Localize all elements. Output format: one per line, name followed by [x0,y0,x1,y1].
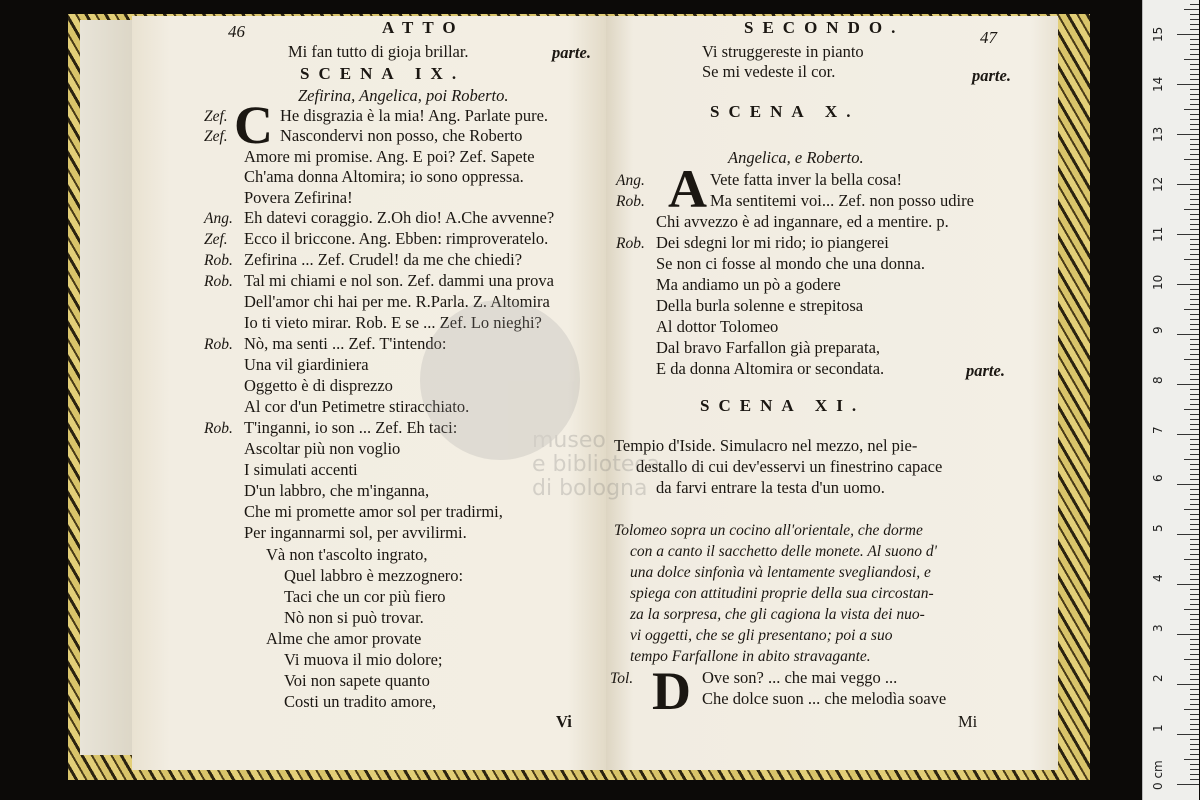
ruler-tick [1184,409,1199,410]
ruler-tick [1190,499,1199,500]
line: Và non t'ascolto ingrato, [266,545,428,564]
ruler-tick [1190,664,1199,665]
ruler-tick [1190,19,1199,20]
ruler-tick [1184,759,1199,760]
ruler-tick [1190,529,1199,530]
ruler-mark: 2 [1151,674,1165,682]
ruler-tick [1190,299,1199,300]
ruler-tick [1190,649,1199,650]
ruler-tick [1184,659,1199,660]
line: Zefirina ... Zef. Crudel! da me che chiedi? [244,250,523,269]
ruler-tick [1190,249,1199,250]
line: Al cor d'un Petimetre stiracchiato. [244,397,470,416]
ruler-mark: 10 [1151,274,1165,290]
ruler-tick [1184,209,1199,210]
ruler-tick [1190,294,1199,295]
line: Al dottor Tolomeo [656,317,779,336]
ruler-tick [1177,184,1199,185]
line: Eh datevi coraggio. Z.Oh dio! A.Che avvenne? [244,208,555,227]
ruler-tick [1190,689,1199,690]
catchword: Vi [556,712,572,731]
ruler-tick [1190,264,1199,265]
ruler-tick [1177,334,1199,335]
ruler-tick [1190,554,1199,555]
ruler-tick [1190,379,1199,380]
ruler-tick [1190,729,1199,730]
ruler-tick [1190,369,1199,370]
stage-direction: tempo Farfallone in abito stravagante. [630,648,871,665]
line: Mi fan tutto di gioja brillar. [288,42,469,61]
ruler-tick [1190,414,1199,415]
line: Dal bravo Farfallon già preparata, [656,338,881,357]
line: I simulati accenti [244,460,358,479]
ruler-tick [1190,274,1199,275]
ruler-tick [1190,579,1199,580]
stage-direction: vi oggetti, che se gli presentano; poi a suo [630,627,893,644]
ruler-tick [1190,699,1199,700]
stage-direction: Tolomeo sopra un cocino all'orientale, che dorme [614,522,923,539]
speaker: Rob. [204,252,233,269]
ruler-tick [1190,404,1199,405]
ruler-tick [1190,304,1199,305]
ruler-tick [1190,654,1199,655]
ruler-tick [1190,364,1199,365]
ruler-tick [1184,559,1199,560]
line: Vete fatta inver la bella cosa! [710,170,902,189]
ruler-tick [1177,634,1199,635]
ruler-tick [1184,159,1199,160]
running-head: ATTO [382,18,465,37]
characters: Angelica, e Roberto. [728,148,864,167]
scene-description: destallo di cui dev'esservi un finestrino capace [636,457,943,476]
ruler-tick [1190,79,1199,80]
line: Oggetto è di disprezzo [244,376,393,395]
ruler-mark: 8 [1151,376,1165,384]
ruler-tick [1190,599,1199,600]
ruler-mark: 14 [1151,76,1165,92]
running-head: SECONDO. [744,18,905,37]
ruler-tick [1190,674,1199,675]
ruler-tick [1190,399,1199,400]
ruler-tick [1177,784,1199,785]
ruler-tick [1190,199,1199,200]
ruler-tick [1190,619,1199,620]
ruler-tick [1190,344,1199,345]
ruler-tick [1190,129,1199,130]
ruler-tick [1190,424,1199,425]
line: Dell'amor chi hai per me. R.Parla. Z. Altomira [244,292,550,311]
ruler-tick [1190,244,1199,245]
ruler-tick [1190,74,1199,75]
line: Ma andiamo un pò a godere [656,275,841,294]
stage-direction: una dolce sinfonìa và lentamente svegliandosi, e [630,564,931,581]
ruler-tick [1190,104,1199,105]
ruler-mark: 3 [1151,624,1165,632]
line: He disgrazia è la mia! Ang. Parlate pure. [280,106,549,125]
ruler-tick [1190,189,1199,190]
ruler-tick [1190,569,1199,570]
watermark-line: di bologna [532,476,648,501]
ruler-tick [1190,214,1199,215]
ruler-tick [1190,314,1199,315]
ruler-tick [1184,109,1199,110]
page-number: 46 [228,22,245,41]
ruler-tick [1190,444,1199,445]
line: Vi muova il mio dolore; [284,650,443,669]
ruler-tick [1190,29,1199,30]
ruler-tick [1184,509,1199,510]
ruler-tick [1190,144,1199,145]
ruler-tick [1190,474,1199,475]
ruler-tick [1190,229,1199,230]
line: Ecco il briccone. Ang. Ebben: rimproveratelo. [244,229,549,248]
line: Ma sentitemi voi... Zef. non posso udire [710,191,974,210]
ruler-tick [1190,779,1199,780]
right-page [606,16,1058,770]
ruler-mark: 15 [1151,26,1165,42]
ruler-tick [1177,434,1199,435]
ruler-tick [1190,14,1199,15]
ruler-tick [1184,609,1199,610]
scene-description: Tempio d'Iside. Simulacro nel mezzo, nel pie- [614,436,918,455]
ruler-tick [1190,169,1199,170]
ruler-mark: 6 [1151,474,1165,482]
ruler-mark: 11 [1151,226,1165,242]
ruler-tick [1190,679,1199,680]
ruler-tick [1190,39,1199,40]
ruler-tick [1190,4,1199,5]
stage-direction: za la sorpresa, che gli cagiona la vista dei nuo- [630,606,925,623]
ruler-tick [1190,549,1199,550]
ruler-tick [1177,584,1199,585]
ruler-tick [1190,44,1199,45]
ruler-mark: 4 [1151,574,1165,582]
ruler-tick [1190,279,1199,280]
ruler-tick [1190,24,1199,25]
stage-note: parte. [552,43,591,62]
ruler-tick [1190,629,1199,630]
watermark-line: e biblioteca [532,452,660,477]
line: Che mi promette amor sol per tradirmi, [244,502,503,521]
ruler-tick [1190,419,1199,420]
line: Quel labbro è mezzognero: [284,566,464,585]
ruler-tick [1177,684,1199,685]
ruler-tick [1184,259,1199,260]
ruler-tick [1190,564,1199,565]
ruler-tick [1190,544,1199,545]
ruler-tick [1190,719,1199,720]
line: Nascondervi non posso, che Roberto [280,126,523,145]
ruler-tick [1190,339,1199,340]
ruler-tick [1190,454,1199,455]
drop-cap: D [652,661,691,721]
catchword: Mi [958,712,978,731]
ruler-tick [1190,524,1199,525]
ruler-tick [1190,354,1199,355]
ruler-tick [1184,59,1199,60]
ruler-tick [1190,624,1199,625]
ruler-tick [1190,394,1199,395]
ruler-tick [1190,349,1199,350]
ruler-tick [1190,489,1199,490]
ruler-tick [1190,374,1199,375]
line: Ch'ama donna Altomira; io sono oppressa. [244,167,524,186]
line: Se mi vedeste il cor. [702,62,836,81]
ruler-tick [1190,219,1199,220]
line: Povera Zefirina! [244,188,353,207]
ruler-tick [1190,179,1199,180]
ruler-tick [1190,324,1199,325]
ruler-tick [1184,459,1199,460]
ruler-tick [1177,34,1199,35]
stage-direction: spiega con attitudini proprie della sua circostan- [630,585,934,602]
ruler-tick [1190,94,1199,95]
ruler-tick [1190,519,1199,520]
ruler-tick [1190,139,1199,140]
ruler-tick [1190,464,1199,465]
ruler-tick [1190,714,1199,715]
ruler-mark: 9 [1151,326,1165,334]
ruler-mark: 12 [1151,176,1165,192]
speaker: Zef. [204,108,228,125]
ruler-tick [1190,764,1199,765]
ruler-tick [1190,769,1199,770]
ruler-tick [1190,494,1199,495]
ruler-tick [1177,84,1199,85]
scene-heading: SCENA IX. [300,64,466,83]
line: E da donna Altomira or secondata. [656,359,885,378]
line: D'un labbro, che m'inganna, [244,481,430,500]
ruler-tick [1190,449,1199,450]
ruler-tick [1190,749,1199,750]
line: Tal mi chiami e nol son. Zef. dammi una prova [244,271,554,290]
line: Dei sdegni lor mi rido; io piangerei [656,233,889,252]
ruler-tick [1190,614,1199,615]
line: Se non ci fosse al mondo che una donna. [656,254,925,273]
ruler-tick [1190,204,1199,205]
ruler-tick [1190,594,1199,595]
ruler-tick [1190,329,1199,330]
line: Nò, ma senti ... Zef. T'intendo: [244,334,447,353]
ruler-tick [1190,239,1199,240]
ruler-tick [1190,589,1199,590]
ruler-tick [1190,164,1199,165]
ruler-mark: 5 [1151,524,1165,532]
ruler-tick [1190,574,1199,575]
line: Ove son? ... che mai veggo ... [702,668,898,687]
ruler-tick [1190,694,1199,695]
speaker: Ang. [204,210,233,227]
ruler-tick [1190,319,1199,320]
ruler-tick [1190,124,1199,125]
speaker: Zef. [204,128,228,145]
line: Vi struggereste in pianto [702,42,864,61]
line: Nò non si può trovar. [284,608,424,627]
speaker: Rob. [204,420,233,437]
ruler-tick [1190,254,1199,255]
ruler-tick [1190,504,1199,505]
ruler-tick [1190,774,1199,775]
ruler-tick [1177,134,1199,135]
ruler-tick [1190,744,1199,745]
stage-direction: con a canto il sacchetto delle monete. Al suono d' [630,543,937,560]
ruler-tick [1190,99,1199,100]
line: Io ti vieto mirar. Rob. E se ... Zef. Lo nieghi? [244,313,542,332]
line: Alme che amor provate [266,629,422,648]
characters: Zefirina, Angelica, poi Roberto. [298,86,509,105]
ruler-tick [1177,734,1199,735]
line: Ascoltar più non voglio [244,439,401,458]
stage-note: parte. [966,361,1005,380]
speaker: Rob. [204,336,233,353]
scene-heading: SCENA X. [710,102,860,121]
scene-description: da farvi entrare la testa d'un uomo. [656,478,885,497]
ruler-tick [1190,639,1199,640]
ruler-tick [1190,69,1199,70]
ruler-tick [1190,439,1199,440]
speaker: Ang. [616,172,645,189]
ruler-tick [1190,389,1199,390]
ruler-tick [1190,89,1199,90]
ruler-tick [1190,739,1199,740]
ruler-tick [1177,234,1199,235]
ruler-tick [1190,289,1199,290]
ruler-tick [1177,284,1199,285]
ruler-tick [1190,174,1199,175]
ruler-tick [1177,384,1199,385]
ruler-tick [1190,429,1199,430]
ruler-tick [1190,669,1199,670]
page-number: 47 [980,28,997,47]
ruler-tick [1190,114,1199,115]
ruler-tick [1190,224,1199,225]
ruler-tick [1184,709,1199,710]
ruler-tick [1190,604,1199,605]
watermark-line: museo [532,428,606,453]
ruler-tick [1190,539,1199,540]
ruler-tick [1190,194,1199,195]
ruler-mark: 1 [1151,724,1165,732]
speaker: Zef. [204,231,228,248]
stage-note: parte. [972,66,1011,85]
drop-cap: A [668,159,707,219]
page-stack-edge [80,20,135,755]
line: T'inganni, io son ... Zef. Eh taci: [244,418,458,437]
speaker: Rob. [616,193,645,210]
scene-heading: SCENA XI. [700,396,866,415]
ruler-tick [1190,644,1199,645]
ruler-tick [1177,484,1199,485]
ruler-tick [1190,119,1199,120]
speaker: Rob. [616,235,645,252]
line: Costi un tradito amore, [284,692,437,711]
ruler-mark: 7 [1151,426,1165,434]
speaker: Rob. [204,273,233,290]
line: Una vil giardiniera [244,355,369,374]
drop-cap: C [234,95,273,155]
ruler-tick [1184,359,1199,360]
ruler-tick [1190,704,1199,705]
line: Amore mi promise. Ang. E poi? Zef. Sapete [244,147,535,166]
ruler-tick [1190,514,1199,515]
ruler-tick [1190,154,1199,155]
line: Per ingannarmi sol, per avvilirmi. [244,523,467,542]
line: Chi avvezzo è ad ingannare, ed a mentire. p. [656,212,949,231]
line: Che dolce suon ... che melodìa soave [702,689,947,708]
ruler-unit: 0 cm [1151,760,1165,790]
ruler-tick [1184,309,1199,310]
ruler-tick [1184,9,1199,10]
ruler-tick [1190,269,1199,270]
ruler-tick [1190,469,1199,470]
ruler-tick [1177,534,1199,535]
ruler-tick [1190,64,1199,65]
ruler-tick [1190,724,1199,725]
speaker: Tol. [610,670,634,687]
line: Voi non sapete quanto [284,671,430,690]
ruler-tick [1190,479,1199,480]
ruler-tick [1190,149,1199,150]
line: Della burla solenne e strepitosa [656,296,864,315]
scale-ruler [1142,0,1199,800]
ruler-tick [1190,754,1199,755]
line: Taci che un cor più fiero [284,587,446,606]
ruler-tick [1190,49,1199,50]
ruler-mark: 13 [1151,126,1165,142]
ruler-tick [1190,54,1199,55]
